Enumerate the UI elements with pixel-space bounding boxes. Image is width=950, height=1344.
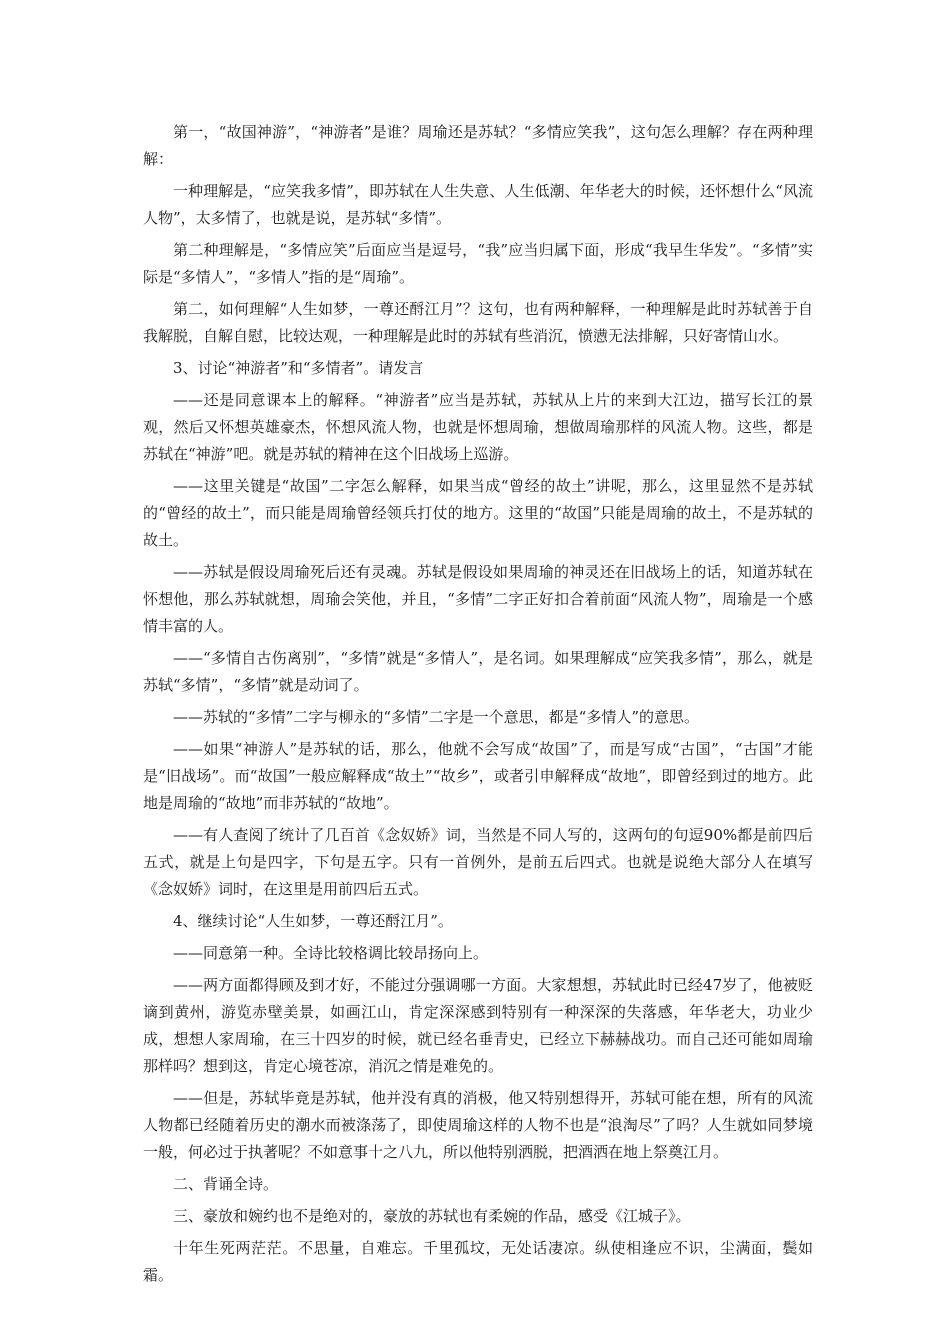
paragraph: ——但是，苏轼毕竟是苏轼，他并没有真的消极，他又特别想得开，苏轼可能在想，所有的风流人物都已经随着历史的潮水而被涤荡了，即使周瑜这样的人物不也是“浪淘尽”了吗？人生就如同梦境一般，何必过于执著呢？不如意事十之八九，所以他特别洒脱，把酒洒在地上祭奠江月。 <box>143 1089 813 1161</box>
section-heading: 4、继续讨论“人生如梦，一尊还酹江月”。 <box>173 912 453 930</box>
paragraph: 一种理解是，“应笑我多情”，即苏轼在人生失意、人生低潮、年华老大的时候，还怀想什么“风流人物”，太多情了，也就是说，是苏轼“多情”。 <box>143 182 813 227</box>
paragraph: 第二，如何理解“人生如梦，一尊还酹江月”？这句，也有两种解释，一种理解是此时苏轼善于自我解脱，自解自慰，比较达观，一种理解是此时的苏轼有些消沉，愤懑无法排解，只好寄情山水。 <box>143 300 813 345</box>
section-heading: 3、讨论“神游者”和“多情者”。请发言 <box>173 359 424 377</box>
paragraph: ——同意第一种。全诗比较格调比较昂扬向上。 <box>173 944 489 962</box>
paragraph: ——这里关键是“故国”二字怎么解释，如果当成“曾经的故土”讲呢，那么，这里显然不是苏轼的“曾经的故土”，而只能是周瑜曾经领兵打仗的地方。这里的“故国”只能是周瑜的故土，不是苏轼的故土。 <box>143 477 813 549</box>
paragraph: 第二种理解是，“多情应笑”后面应当是逗号，“我”应当归属下面，形成“我早生华发”。“多情”实际是“多情人”，“多情人”指的是“周瑜”。 <box>143 241 813 286</box>
paragraph: ——如果“神游人”是苏轼的话，那么，他就不会写成“故国”了，而是写成“古国”，“古国”才能是“旧战场”。而“故国”一般应解释成“故土”“故乡”，或者引申解释成“故地”，即曾经到过的地方。此地是周瑜的“故地”而非苏轼的“故地”。 <box>143 740 813 812</box>
paragraph: ——有人查阅了统计了几百首《念奴娇》词，当然是不同人写的，这两句的句逗90%都是前四后五式，就是上句是四字，下句是五字。只有一首例外，是前五后四式。也就是说绝大部分人在填写《念奴娇》词时，在这里是用前四后五式。 <box>143 826 813 898</box>
paragraph: ——还是同意课本上的解释。“神游者”应当是苏轼，苏轼从上片的来到大江边，描写长江的景观，然后又怀想英雄豪杰，怀想风流人物，也就是怀想周瑜，想做周瑜那样的风流人物。这些，都是苏轼在“神游”吧。就是苏轼的精神在这个旧战场上巡游。 <box>143 391 813 463</box>
paragraph: ——“多情自古伤离别”，“多情”就是“多情人”，是名词。如果理解成“应笑我多情”，那么，就是苏轼“多情”，“多情”就是动词了。 <box>143 649 813 694</box>
paragraph: ——两方面都得顾及到才好，不能过分强调哪一方面。大家想想，苏轼此时已经47岁了，他被贬谪到黄州，游览赤壁美景，如画江山，肯定深深感到特别有一种深深的失落感，年华老大，功业少成，想想人家周瑜，在三十四岁的时候，就已经名垂青史，已经立下赫赫战功。而自己还可能如周瑜那样吗？想到这，肯定心境苍凉，消沉之情是难免的。 <box>143 976 813 1075</box>
section-heading: 三、豪放和婉约也不是绝对的，豪放的苏轼也有柔婉的作品，感受《江城子》。 <box>173 1207 691 1225</box>
poem-paragraph: 十年生死两茫茫。不思量，自难忘。千里孤坟，无处话凄凉。纵使相逢应不识，尘满面，鬓如霜。 <box>143 1239 813 1284</box>
section-heading: 二、背诵全诗。 <box>173 1175 279 1193</box>
paragraph: ——苏轼的“多情”二字与柳永的“多情”二字是一个意思，都是“多情人”的意思。 <box>173 708 700 726</box>
paragraph: 第一，“故国神游”，“神游者”是谁？周瑜还是苏轼？“多情应笑我”，这句怎么理解？存在两种理解： <box>143 123 813 168</box>
paragraph: ——苏轼是假设周瑜死后还有灵魂。苏轼是假设如果周瑜的神灵还在旧战场上的话，知道苏轼在怀想他，那么苏轼就想，周瑜会笑他，并且，“多情”二字正好扣合着前面“风流人物”，周瑜是一个感情丰富的人。 <box>143 563 813 635</box>
document-body <box>143 119 813 1294</box>
